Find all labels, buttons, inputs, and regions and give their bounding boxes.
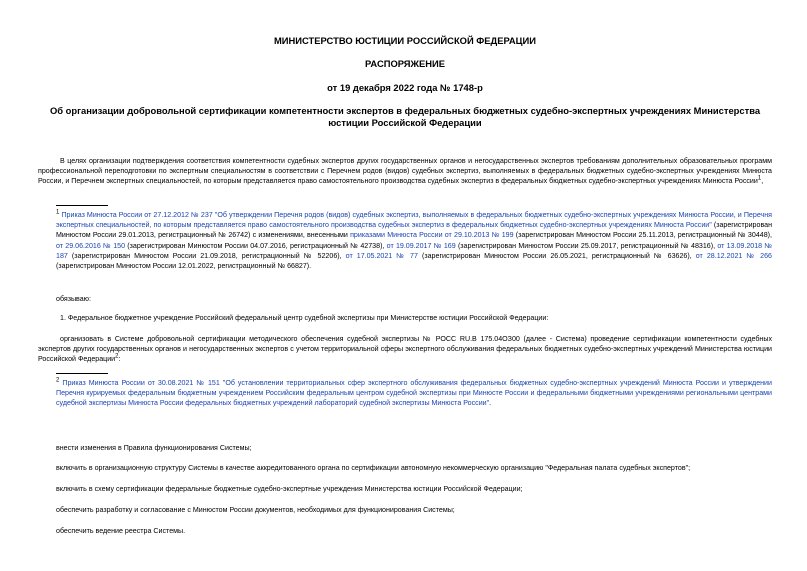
footnote-1-link-order-199[interactable]: приказами Минюста России от 29.10.2013 № 199 xyxy=(350,231,514,240)
bullet-item-5: обеспечить ведение реестра Системы. xyxy=(56,527,186,535)
item-1: 1. Федеральное бюджетное учреждение Российский федеральный центр судебной экспертизы при Министерстве юстиции Российской Федерации: xyxy=(60,314,549,322)
footnote-1-text-5: (зарегистрирован Минюстом России 21.09.2018, регистрационный № 52206), xyxy=(67,251,346,260)
footnote-2-mark: 2 xyxy=(56,377,60,384)
footnote-divider-2 xyxy=(56,373,108,374)
footnote-2-tail: . xyxy=(489,399,492,408)
footnote-1-link-order-169[interactable]: от 19.09.2017 № 169 xyxy=(386,241,456,250)
footnote-1-text-4: (зарегистрирован Минюстом России 25.09.2017, регистрационный № 48316), xyxy=(455,241,718,250)
bullet-item-3: включить в схему сертификации федеральные бюджетные судебно-экспертные учреждения Министерства юстиции Российской Федерации; xyxy=(56,485,523,493)
footnote-2 xyxy=(38,378,772,409)
footnote-1 xyxy=(38,210,772,271)
order-type-heading: РАСПОРЯЖЕНИЕ xyxy=(364,58,445,69)
footnote-1-link-order-150[interactable]: от 29.06.2016 № 150 xyxy=(56,241,126,250)
intro-paragraph xyxy=(38,156,772,187)
intro-text: В целях организации подтверждения соответствия компетентности судебных экспертов других государственных органов и негосударственных экспертов требованиям дополнительных образовательных программ профессиональной переподготовки по экспертным специальностям в соответствии с Перечнем родов (видов) судебных экспертиз, выполняемых в федеральных бюджетных судебно-экспертных учреждениях Минюста России, и Перечнем экспертных специальностей, по которым представляется право самостоятельного производства судебных экспертиз в федеральных бюджетных судебно-экспертных учреждениях Минюста России xyxy=(38,157,772,186)
document-title: Об организации добровольной сертификации компетентности экспертов в федеральных бюджетных судебно-экспертных учреждениях Министерства юстиции Российской Федерации xyxy=(49,105,761,128)
footnote-1-link-order-77[interactable]: от 17.05.2021 № 77 xyxy=(345,251,418,260)
footnote-marker-2[interactable]: 2 xyxy=(115,354,119,361)
footnote-marker-1[interactable]: 1 xyxy=(757,176,762,183)
organize-text: организовать в Системе добровольной сертификации методического обеспечения судебной экспертизы № РОСС RU.B 175.04ОЗ00 (далее - Система) проведение сертификации компетентности судебных экспертов других государственных органов и негосударственных экспертов с учетом территориальной сферы экспертного обслуживания федеральных бюджетных судебно-экспертных учреждений Министерства юстиции Российской Федерации xyxy=(38,335,772,364)
ministry-heading: МИНИСТЕРСТВО ЮСТИЦИИ РОССИЙСКОЙ ФЕДЕРАЦИИ xyxy=(273,35,537,46)
footnote-1-text-7: (зарегистрирован Минюстом России 12.01.2022, регистрационный № 66827). xyxy=(56,262,312,271)
footnote-1-text-6: (зарегистрирован Минюстом России 26.05.2021, регистрационный № 63626), xyxy=(417,251,696,260)
footnote-1-text-3: (зарегистрирован Минюстом России 04.07.2016, регистрационный № 42738), xyxy=(125,241,387,250)
footnote-divider-1 xyxy=(56,205,108,206)
obligates-text: обязываю: xyxy=(56,295,91,303)
footnote-1-mark: 1 xyxy=(56,209,60,216)
footnote-2-link-order-151[interactable]: Приказ Минюста России от 30.08.2021 № 151 "Об установлении территориальных сфер экспертного обслуживания федеральных бюджетных судебно-экспертных учреждений Минюста России и утверждении Перечня курируемых федеральным бюджетным учреждением Российским федеральным центром судебной экспертизы при Минюсте России и федеральными бюджетными учреждениями региональными центрами судебной экспертизы Минюста России федеральных бюджетных учреждений лабораторий судебной экспертизы Минюста России" xyxy=(56,379,772,408)
footnote-1-link-order-187[interactable]: от 13.09.2018 № 187 xyxy=(56,241,772,260)
footnote-1-link-order-266[interactable]: от 28.12.2021 № 266 xyxy=(695,251,772,260)
bullet-item-4: обеспечить разработку и согласование с Минюстом России документов, необходимых для функционирования Системы; xyxy=(56,506,455,514)
bullet-item-2: включить в организационную структуру Системы в качестве аккредитованного органа по сертификации автономную некоммерческую организацию "Федеральная палата судебных экспертов"; xyxy=(56,464,691,472)
footnote-1-link-order-237[interactable]: Приказ Минюста России от 27.12.2012 № 237 "Об утверждении Перечня родов (видов) судебных экспертиз, выполняемых в федеральных бюджетных судебно-экспертных учреждениях Минюста России, и Перечня экспертных специальностей, по которым представляется право самостоятельного производства судебных экспертиз в федеральных бюджетных судебно-экспертных учреждениях Минюста России" xyxy=(56,211,772,230)
footnote-1-text-2: (зарегистрирован Минюстом России 25.11.2013, регистрационный № 30448), xyxy=(513,231,772,240)
intro-tail: , xyxy=(761,177,764,186)
organize-tail: : xyxy=(118,355,121,364)
order-date: от 19 декабря 2022 года № 1748-р xyxy=(327,82,483,93)
bullet-item-1: внести изменения в Правила функционирования Системы; xyxy=(56,444,252,452)
organize-paragraph xyxy=(38,334,772,365)
footnote-1-text-1: (зарегистрирован Минюстом России 29.01.2013, регистрационный № 26742) с изменениями, внесенными xyxy=(56,221,772,240)
